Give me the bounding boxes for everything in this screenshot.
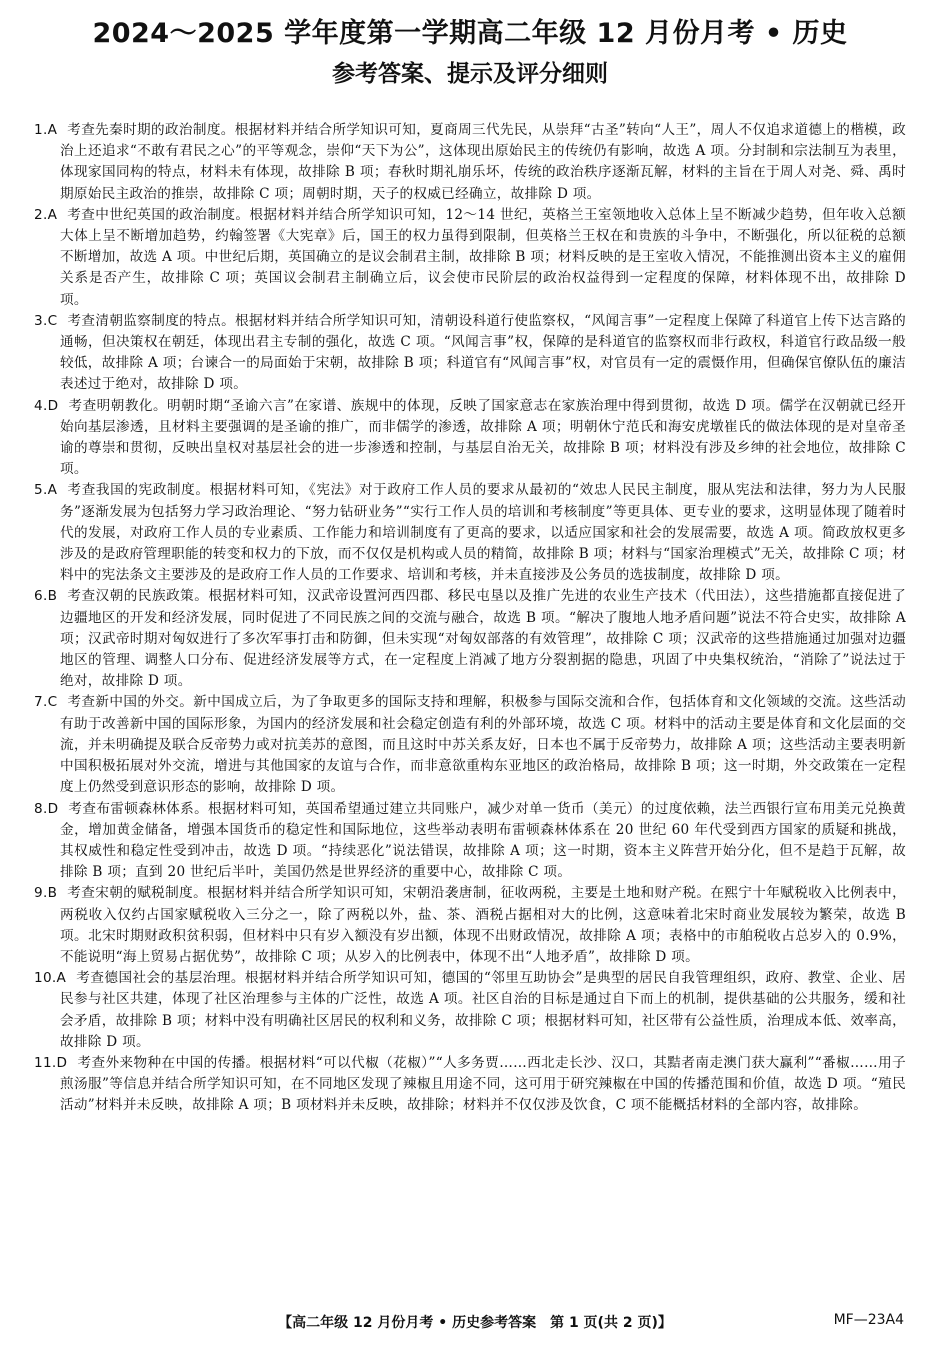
answer-key: B bbox=[47, 588, 58, 605]
answer-key: A bbox=[47, 482, 58, 499]
answer-explanation: 考查汉朝的民族政策。根据材料可知，汉武帝设置河西四郡、移民屯垦以及推广先进的农业生产技术（代田法），这些措施都直接促进了边疆地区的开发和经济发展，同时促进了不同民族之间的交流与融合，故选 B 项。“解决了腹地人地矛盾问题”说法不符合史实，故排除 A 项；汉武帝时期对匈奴进行了多次军事打击和防御，但未实现“对匈奴部落的有效管理”，故排除 C 项；汉武帝的这些措施通过加强对边疆地区的管理、调整人口分布、促进经济发展等方式，在一定程度上消减了地方分裂割据的隐患，巩固了中央集权统治，“消除了”说法过于绝对，故排除 D 项。 bbox=[60, 588, 906, 690]
question-number: 7. bbox=[34, 694, 48, 711]
answer-explanation: 考查我国的宪政制度。根据材料可知，《宪法》对于政府工作人员的要求从最初的“效忠人民民主制度，服从宪法和法律，努力为人民服务”逐渐发展为包括努力学习政治理论、“努力钻研业务”“实行工作人员的培训和考核制度”等更具体、更专业的要求，这明显体现了随着时代的发展，对政府工作人员的专业素质、工作能力和培训制度有了更高的要求，以适应国家和社会的发展需要，故选 A 项。简政放权更多涉及的是政府管理职能的转变和权力的下放，而不仅仅是机构或人员的精简，故排除 B 项；材料与“国家治理模式”无关，故排除 C 项；材料中的宪法条文主要涉及的是政府工作人员的工作要求、培训和考核，并未直接涉及公务员的选拔制度，故排除 D 项。 bbox=[60, 482, 906, 584]
answer-item bbox=[34, 692, 906, 798]
answer-item bbox=[34, 968, 906, 1053]
answer-item bbox=[34, 586, 906, 692]
document-code: MF—23A4 bbox=[833, 1312, 904, 1328]
answer-item bbox=[34, 799, 906, 884]
answer-key: A bbox=[47, 122, 58, 138]
question-number: 10. bbox=[34, 970, 57, 987]
answer-explanation: 考查外来物种在中国的传播。根据材料“可以代椒（花椒）”“人多务贾……西北走长沙、汉口，其黠者南走澳门获大赢利”“番椒……用子煎汤服”等信息并结合所学知识可知，在不同地区发现了辣椒且用途不同，这可用于研究辣椒在中国的传播范围和价值，故选 D 项。“殖民活动”材料并未反映，故排除 A 项；B 项材料并未反映，故排除；材料并不仅仅涉及饮食，C 项不能概括材料的全部内容，故排除。 bbox=[60, 1054, 906, 1114]
question-number: 9. bbox=[34, 885, 48, 902]
answer-explanation: 考查明朝教化。明朝时期“圣谕六言”在家谱、族规中的体现，反映了国家意志在家族治理中得到贯彻，故选 D 项。儒学在汉朝就已经开始向基层渗透，且材料主要强调的是圣谕的推广，而非儒学的渗透，故排除 A 项；明朝休宁范氏和海安虎墩崔氏的做法体现的是对皇帝圣谕的尊崇和贯彻，反映出皇权对基层社会的进一步渗透和控制，与基层自治无关，故排除 B 项；材料没有涉及乡绅的社会地位，故排除 C 项。 bbox=[60, 397, 906, 478]
question-number: 8. bbox=[34, 800, 48, 817]
answer-item bbox=[34, 480, 906, 586]
answer-explanation: 考查宋朝的赋税制度。根据材料并结合所学知识可知，宋朝沿袭唐制，征收两税，主要是土地和财产税。在熙宁十年赋税收入比例表中，两税收入仅约占国家赋税收入三分之一，除了两税以外，盐、茶、酒税占据相对大的比例，这意味着北宋时商业发展较为繁荣，故选 B 项。北宋时期财政积贫积弱，但材料中只有岁入额没有岁出额，体现不出财政情况，故排除 A 项；表格中的市舶税收占总岁入的 0.9%，不能说明“海上贸易占据优势”，故排除 C 项；从岁入的比例表中，体现不出“人地矛盾”，故排除 D 项。 bbox=[60, 885, 906, 965]
answer-explanation: 考查先秦时期的政治制度。根据材料并结合所学知识可知，夏商周三代先民，从崇拜“古圣”转向“人王”，周人不仅追求道德上的楷模，政治上还追求“不敢有君民之心”的平等观念，崇仰“天下为公”，这体现出原始民主的传统仍有影响，故选 A 项。分封制和宗法制互为表里，体现家国同构的特点，材料未有体现，故排除 B 项；春秋时期礼崩乐坏，传统的政治秩序逐渐瓦解，材料的主旨在于周人对尧、舜、禹时期原始民主政治的推崇，故排除 C 项；周朝时期，天子的权威已经确立，故排除 D 项。 bbox=[60, 122, 906, 202]
answer-item bbox=[34, 205, 906, 311]
answer-key: D bbox=[47, 800, 59, 817]
answer-explanation: 考查新中国的外交。新中国成立后，为了争取更多的国际支持和理解，积极参与国际交流和合作，包括体育和文化领域的交流。这些活动有助于改善新中国的国际形象，为国内的经济发展和社会稳定创造有利的外部环境，故选 C 项。材料中的活动主要是体育和文化层面的交流，并未明确提及联合反帝势力或对抗美苏的意图，而且这时中苏关系友好，日本也不属于反帝势力，故排除 A 项；这些活动主要表明新中国积极拓展对外交流，增进与其他国家的友谊与合作，而非意欲重构东亚地区的政治格局，故排除 B 项；这一时期，外交政策在一定程度上仍然受到意识形态的影响，故排除 D 项。 bbox=[60, 694, 906, 796]
answer-key: A bbox=[47, 206, 58, 223]
question-number: 2. bbox=[34, 206, 48, 223]
page-title: 2024～2025 学年度第一学期高二年级 12 月份月考 • 历史 bbox=[92, 18, 848, 49]
answer-explanation: 考查布雷顿森林体系。根据材料可知，英国希望通过建立共同账户，减少对单一货币（美元）的过度依赖，法兰西银行宣布用美元兑换黄金，增加黄金储备，增强本国货币的稳定性和国际地位，这些举动表明布雷顿森林体系在 20 世纪 60 年代受到西方国家的质疑和挑战，其权威性和稳定性受到冲击，故选 D 项。“持续恶化”说法错误，故排除 A 项；这一时期，资本主义阵营开始分化，但不是趋于瓦解，故排除 B 项；直到 20 世纪后半叶，美国仍然是世界经济的重要中心，故排除 C 项。 bbox=[60, 800, 906, 881]
question-number: 1. bbox=[34, 122, 48, 138]
answer-list bbox=[34, 120, 906, 1117]
question-number: 4. bbox=[34, 397, 48, 414]
question-number: 3. bbox=[34, 312, 48, 329]
answer-explanation: 考查清朝监察制度的特点。根据材料并结合所学知识可知，清朝设科道行使监察权，“风闻言事”一定程度上保障了科道官上传下达言路的通畅，但决策权在朝廷，体现出君主专制的强化，故选 C 项。“风闻言事”权，保障的是科道官的监察权而非行政权，科道官行政品级一般较低，故排除 A 项；台谏合一的局面始于宋朝，故排除 B 项；科道官有“风闻言事”权，对官员有一定的震慑作用，但确保官僚队伍的廉洁表述过于绝对，故排除 D 项。 bbox=[60, 312, 906, 393]
answer-key: B bbox=[47, 885, 58, 902]
answer-item bbox=[34, 396, 906, 481]
question-number: 6. bbox=[34, 588, 48, 605]
answer-explanation: 考查德国社会的基层治理。根据材料并结合所学知识可知，德国的“邻里互助协会”是典型的居民自我管理组织，政府、教堂、企业、居民参与社区共建，体现了社区治理参与主体的广泛性，故选 A 项。社区自治的目标是通过自下而上的机制，提供基础的公共服务，缓和社会矛盾，故排除 B 项；材料中没有明确社区居民的权利和义务，故排除 C 项；根据材料可知，社区带有公益性质，治理成本低、效率高，故排除 D 项。 bbox=[60, 970, 906, 1050]
answer-item bbox=[34, 1053, 906, 1117]
answer-item bbox=[34, 311, 906, 396]
answer-key: D bbox=[56, 1054, 68, 1071]
answer-key: C bbox=[47, 312, 58, 329]
answer-item bbox=[34, 883, 906, 968]
answer-item bbox=[34, 120, 906, 205]
footer-label: 【高二年级 12 月份月考 • 历史参考答案 第 1 页(共 2 页)】 bbox=[278, 1315, 672, 1331]
answer-key: D bbox=[47, 397, 59, 414]
answer-explanation: 考查中世纪英国的政治制度。根据材料并结合所学知识可知，12～14 世纪，英格兰王室领地收入总体上呈不断减少趋势，但年收入总额大体上呈不断增加趋势，约翰签署《大宪章》后，国王的权力虽得到限制，但英格兰王权在和贵族的斗争中，不断强化，所以征税的总额不断增加，故选 A 项。中世纪后期，英国确立的是议会制君主制，故排除 B 项；材料反映的是王室收入情况，不能推测出资本主义的雇佣关系是否产生，故排除 C 项；英国议会制君主制确立后，议会使市民阶层的政治权益得到一定程度的保障，材料体现不出，故排除 D 项。 bbox=[60, 206, 906, 308]
answer-key: A bbox=[56, 970, 67, 987]
answer-key: C bbox=[47, 694, 58, 711]
question-number: 11. bbox=[34, 1054, 57, 1071]
page-subtitle: 参考答案、提示及评分细则 bbox=[332, 61, 608, 87]
question-number: 5. bbox=[34, 482, 48, 499]
